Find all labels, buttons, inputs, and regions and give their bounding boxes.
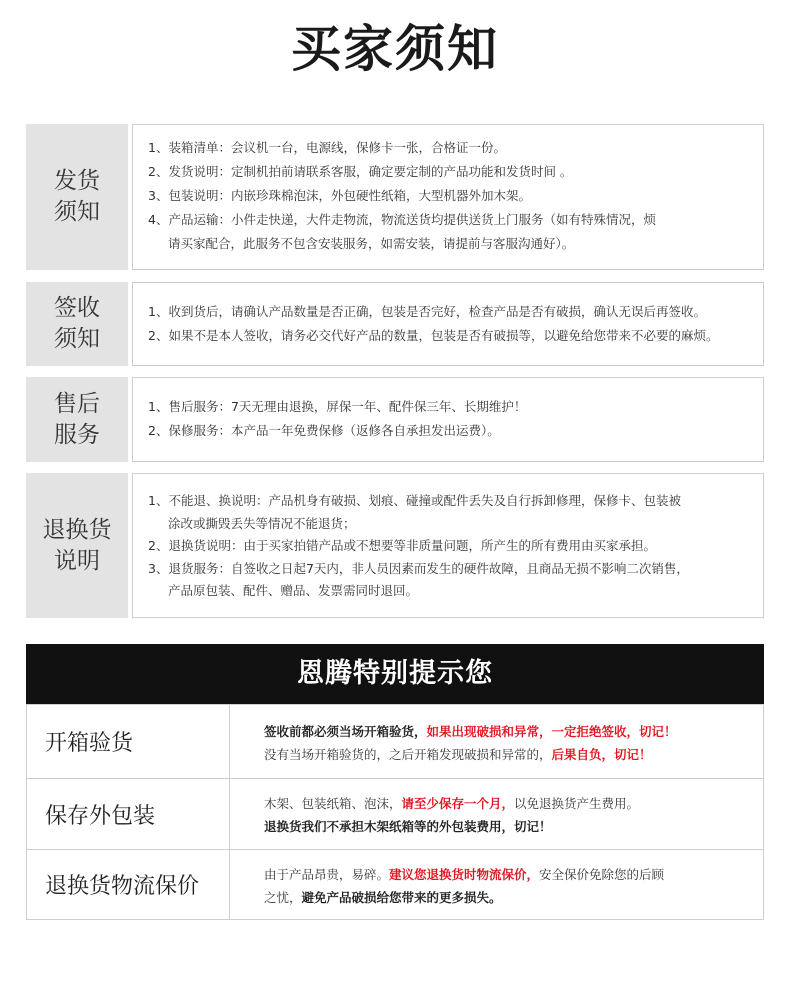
tip-label: 开箱验货 bbox=[27, 705, 230, 778]
section-content bbox=[132, 282, 764, 366]
tip-text: 没有当场开箱验货的，之后开箱发现破损和异常的， bbox=[264, 747, 552, 762]
section-label-line2: 须知 bbox=[54, 326, 100, 352]
special-tips-banner: 恩腾特别提示您 bbox=[26, 644, 764, 704]
section-shipping-notice bbox=[26, 124, 764, 270]
section-label-line1: 发货 bbox=[54, 168, 100, 194]
section-label-line1: 退换货 bbox=[42, 516, 112, 543]
section-label-line2: 说明 bbox=[54, 547, 100, 574]
section-line: 涂改或撕毁丢失等情况不能退货； bbox=[168, 516, 356, 531]
section-label-line2: 须知 bbox=[54, 199, 100, 225]
section-line: 请买家配合，此服务不包含安装服务，如需安装，请提前与客服沟通好）。 bbox=[168, 236, 575, 251]
section-line: 3、包装说明：内嵌珍珠棉泡沫，外包硬性纸箱，大型机器外加木架。 bbox=[148, 188, 531, 203]
section-line: 2、发货说明：定制机拍前请联系客服，确定要定制的产品功能和发货时间 。 bbox=[148, 164, 573, 179]
section-line: 2、保修服务：本产品一年免费保修（返修各自承担发出运费）。 bbox=[148, 423, 500, 438]
tip-label: 保存外包装 bbox=[27, 779, 230, 849]
section-label bbox=[26, 124, 128, 270]
tip-text: 之忧， bbox=[264, 890, 302, 905]
tip-line bbox=[264, 747, 652, 763]
section-label-line1: 售后 bbox=[54, 390, 100, 417]
tip-warning: 请至少保存一个月， bbox=[401, 796, 515, 811]
tip-row-unboxing bbox=[27, 705, 763, 778]
section-line: 2、退换货说明：由于买家拍错产品或不想要等非质量问题，所产生的所有费用由买家承担。 bbox=[148, 538, 656, 553]
section-line: 1、装箱清单：会议机一台，电源线，保修卡一张，合格证一份。 bbox=[148, 140, 506, 155]
tip-text: 以免退换货产生费用。 bbox=[514, 796, 640, 811]
section-line: 2、如果不是本人签收，请务必交代好产品的数量，包装是否有破损等，以避免给您带来不必要的麻烦。 bbox=[148, 328, 719, 343]
section-label-line1: 签收 bbox=[54, 295, 100, 321]
tip-text: 木架、包装纸箱、泡沫， bbox=[264, 796, 402, 811]
tip-text: 避免产品破损给您带来的更多损失。 bbox=[301, 890, 502, 905]
section-line: 3、退货服务：自签收之日起7天内，非人员因素而发生的硬件故障，且商品无损不影响二次销售， bbox=[148, 561, 689, 576]
section-line: 1、收到货后，请确认产品数量是否正确，包装是否完好，检查产品是否有破损，确认无误后再签收。 bbox=[148, 304, 706, 319]
section-line: 产品原包装、配件、赠品、发票需同时退回。 bbox=[168, 583, 419, 598]
tip-warning: 建议您退换货时物流保价， bbox=[389, 867, 540, 882]
section-return-policy bbox=[26, 473, 764, 618]
tip-text: 退换货我们不承担木架纸箱等的外包装费用，切记！ bbox=[264, 819, 552, 834]
section-label-line2: 服务 bbox=[54, 421, 100, 448]
section-label bbox=[26, 282, 128, 366]
section-after-sales bbox=[26, 377, 764, 462]
section-label bbox=[26, 377, 128, 462]
section-signing-notice bbox=[26, 282, 764, 366]
section-line: 4、产品运输：小件走快递，大件走物流，物流送货均提供送货上门服务（如有特殊情况，烦 bbox=[148, 212, 656, 227]
tip-line bbox=[264, 890, 502, 906]
tip-text: 由于产品昂贵，易碎。 bbox=[264, 867, 390, 882]
section-line: 1、售后服务：7天无理由退换，屏保一年、配件保三年、长期维护！ bbox=[148, 399, 527, 414]
tip-warning: 后果自负，切记！ bbox=[551, 747, 652, 762]
section-label bbox=[26, 473, 128, 618]
tip-line bbox=[264, 724, 677, 740]
tip-row-insurance bbox=[27, 849, 763, 919]
tip-row-packaging bbox=[27, 778, 763, 849]
section-line: 1、不能退、换说明：产品机身有破损、划痕、碰撞或配件丢失及自行拆卸修理，保修卡、包装被 bbox=[148, 493, 681, 508]
tip-label: 退换货物流保价 bbox=[27, 850, 230, 919]
section-content bbox=[132, 377, 764, 462]
tip-text: 签收前都必须当场开箱验货， bbox=[264, 724, 427, 739]
tip-warning: 如果出现破损和异常，一定拒绝签收，切记！ bbox=[426, 724, 677, 739]
tip-line bbox=[264, 819, 552, 835]
tip-text: 安全保价免除您的后顾 bbox=[539, 867, 665, 882]
page-title: 买家须知 bbox=[291, 20, 499, 78]
tips-table bbox=[26, 704, 764, 920]
tip-line bbox=[264, 796, 639, 812]
tip-line bbox=[264, 867, 664, 883]
